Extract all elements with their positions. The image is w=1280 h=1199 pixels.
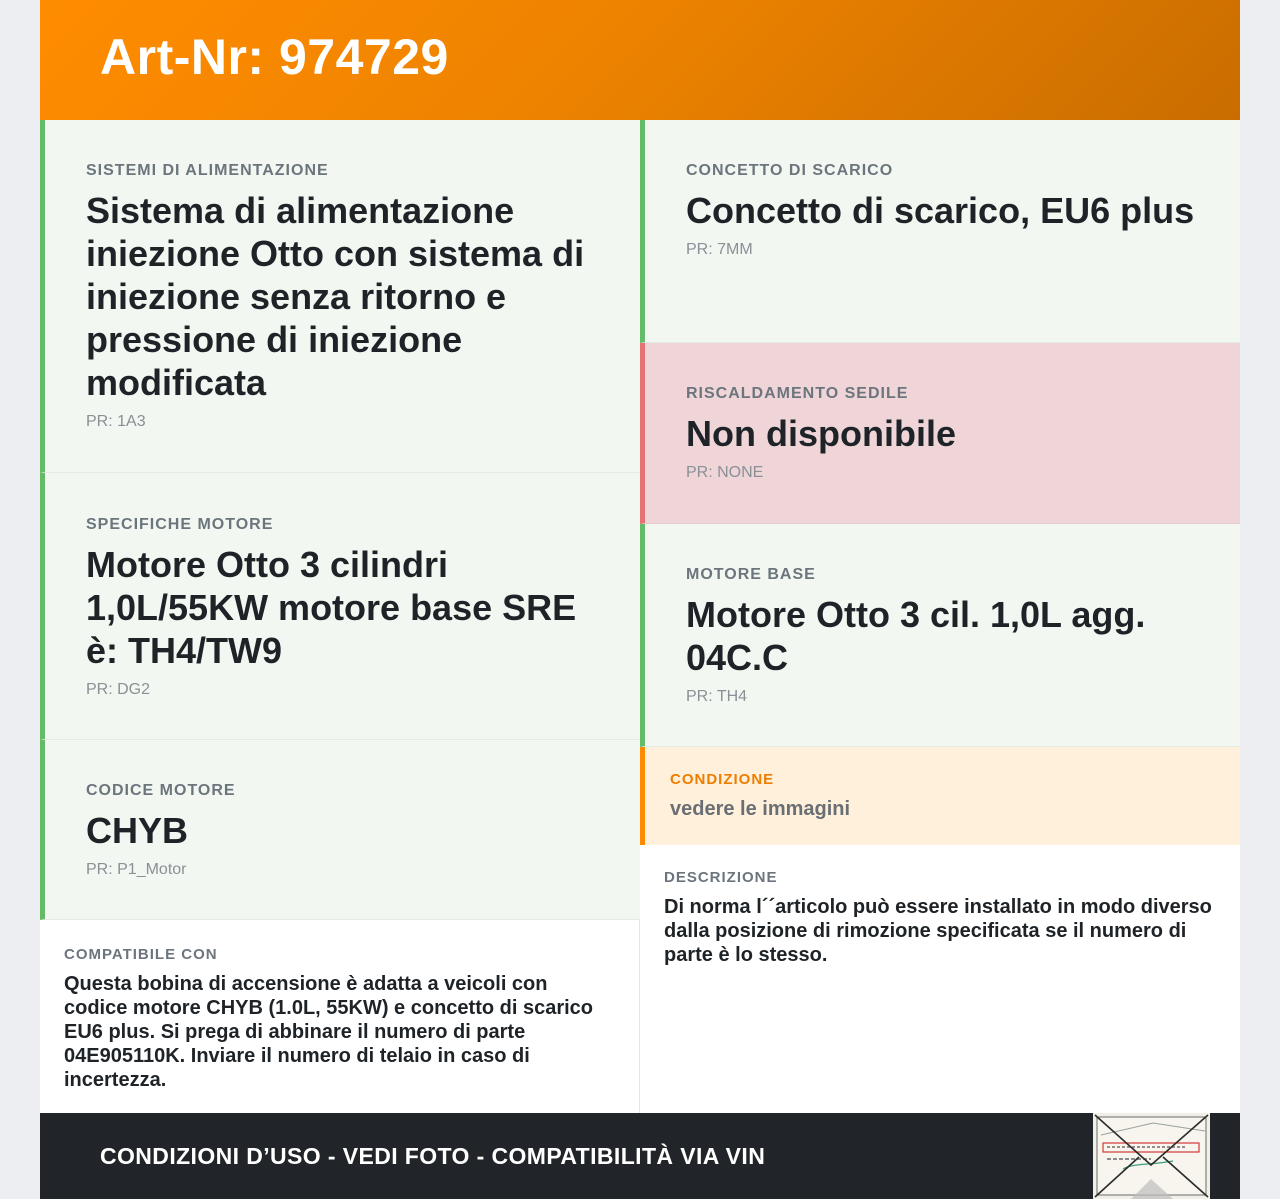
spec-pr-code: PR: P1_Motor (86, 861, 187, 878)
spec-card-engine-spec (40, 473, 640, 740)
spec-card-exhaust (640, 120, 1240, 343)
compatible-text: Questa bobina di accensione è adatta a veicoli con codice motore CHYB (1.0L, 55KW) e concetto di scarico EU6 plus. Si prega di abbinare il numero di parte 04E905110K. Inviare il numero di telaio in caso di incertezza. (64, 973, 594, 1091)
spec-card-base-engine (640, 524, 1240, 747)
spec-grid (40, 120, 1240, 1113)
spec-label: SISTEMI DI ALIMENTAZIONE (86, 162, 329, 179)
spec-value: CHYB (86, 810, 189, 851)
spec-value: Non disponibile (686, 413, 956, 454)
spec-label: CODICE MOTORE (86, 782, 236, 799)
condition-value: vedere le immagini (670, 798, 851, 820)
spec-value: Sistema di alimentazione iniezione Otto con sistema di iniezione senza ritorno e pressione di iniezione modificata (86, 190, 585, 403)
spec-label: CONCETTO DI SCARICO (686, 162, 894, 179)
column-divider (639, 920, 640, 1113)
description-section (640, 845, 1240, 1113)
spec-label: RISCALDAMENTO SEDILE (686, 385, 909, 402)
spec-card-seat-heating (640, 343, 1240, 524)
right-column (640, 120, 1240, 1113)
left-column (40, 120, 640, 1113)
article-number-title: Art-Nr: 974729 (100, 29, 449, 85)
product-sheet (40, 0, 1240, 1199)
spec-card-engine-code (40, 740, 640, 920)
description-text: Di norma l´´articolo può essere installato in modo diverso dalla posizione di rimozione specificata se il numero di parte è lo stesso. (664, 896, 1212, 966)
header-banner (40, 0, 1240, 120)
envelope-document-icon (1093, 1113, 1210, 1199)
document-thumbnail[interactable] (1093, 1113, 1210, 1199)
spec-label: MOTORE BASE (686, 566, 816, 583)
condition-box (640, 747, 1240, 845)
spec-value: Concetto di scarico, EU6 plus (686, 190, 1195, 231)
compatible-section (40, 920, 640, 1113)
spec-pr-code: PR: 1A3 (86, 413, 146, 430)
spec-pr-code: PR: DG2 (86, 681, 151, 698)
spec-pr-code: PR: NONE (686, 464, 764, 481)
compatible-label: COMPATIBILE CON (64, 946, 218, 963)
spec-pr-code: PR: 7MM (686, 241, 753, 258)
description-label: DESCRIZIONE (664, 869, 778, 886)
spec-label: SPECIFICHE MOTORE (86, 516, 274, 533)
footer-text: CONDIZIONI D’USO - VEDI FOTO - COMPATIBILITÀ VIA VIN (100, 1143, 766, 1169)
footer-bar (40, 1113, 1240, 1199)
spec-pr-code: PR: TH4 (686, 688, 748, 705)
spec-card-fuel-system (40, 120, 640, 473)
spec-value: Motore Otto 3 cilindri 1,0L/55KW motore base SRE è: TH4/TW9 (86, 544, 577, 671)
condition-label: CONDIZIONE (670, 771, 775, 788)
spec-value: Motore Otto 3 cil. 1,0L agg. 04C.C (686, 594, 1146, 678)
